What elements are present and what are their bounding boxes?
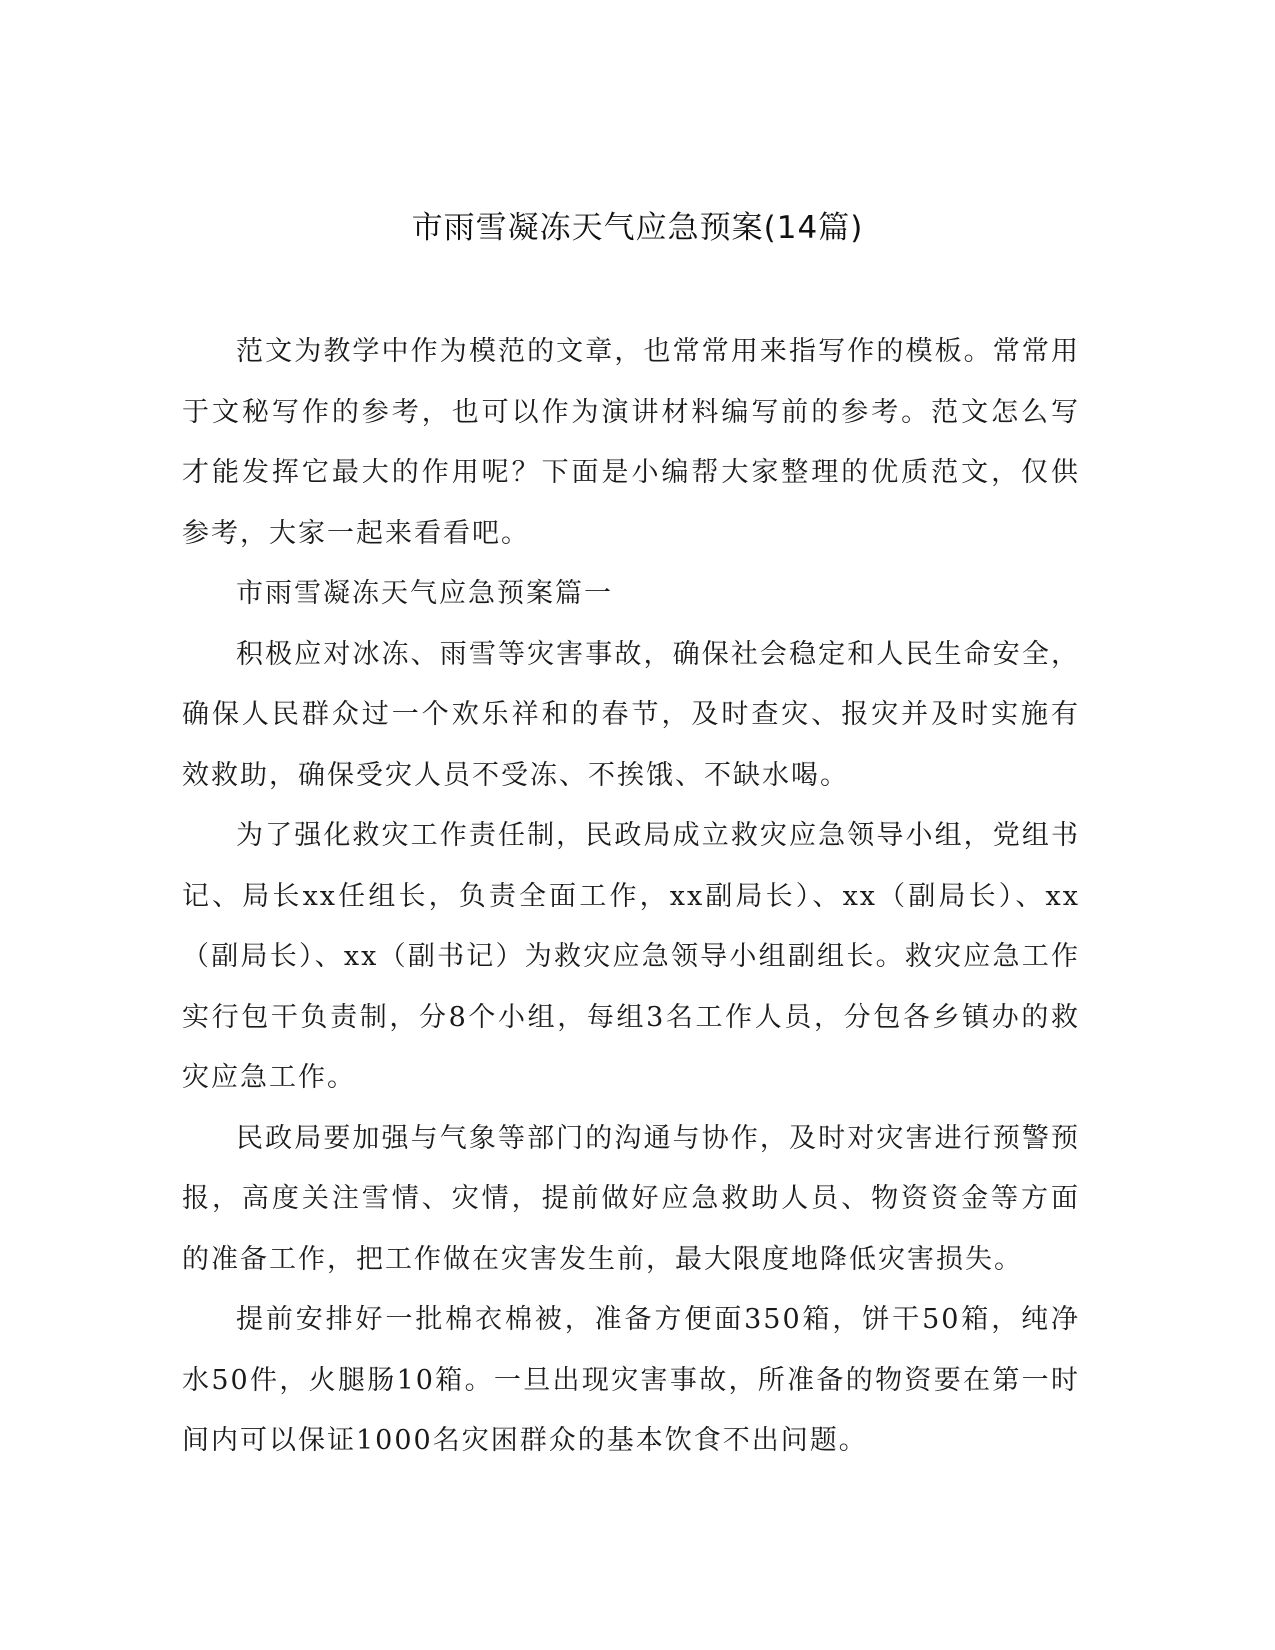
document-title: 市雨雪凝冻天气应急预案(14篇) xyxy=(411,210,864,246)
intro-paragraph: 范文为教学中作为模范的文章，也常常用来指写作的模板。常常用于文秘写作的参考，也可以作为演讲材料编写前的参考。范文怎么写才能发挥它最大的作用呢？下面是小编帮大家整理的优质范文，仅供参考，大家一起来看看吧。 xyxy=(182,336,1080,549)
body-paragraph: 为了强化救灾工作责任制，民政局成立救灾应急领导小组，党组书记、局长xx任组长，负责全面工作，xx副局长）、xx（副局长）、xx（副局长）、xx（副书记）为救灾应急领导小组副组长。救灾应急工作实行包干负责制，分8个小组，每组3名工作人员，分包各乡镇办的救灾应急工作。 xyxy=(182,820,1080,1093)
section-heading: 市雨雪凝冻天气应急预案篇一 xyxy=(236,578,613,609)
document-body xyxy=(182,322,1080,1472)
body-paragraph: 民政局要加强与气象等部门的沟通与协作，及时对灾害进行预警预报，高度关注雪情、灾情，提前做好应急救助人员、物资资金等方面的准备工作，把工作做在灾害发生前，最大限度地降低灾害损失。 xyxy=(182,1122,1080,1275)
body-paragraph: 提前安排好一批棉衣棉被，准备方便面350箱，饼干50箱，纯净水50件，火腿肠10箱。一旦出现灾害事故，所准备的物资要在第一时间内可以保证1000名灾困群众的基本饮食不出问题。 xyxy=(182,1304,1080,1456)
body-paragraph: 积极应对冰冻、雨雪等灾害事故，确保社会稳定和人民生命安全，确保人民群众过一个欢乐祥和的春节，及时查灾、报灾并及时实施有效救助，确保受灾人员不受冻、不挨饿、不缺水喝。 xyxy=(182,638,1080,791)
